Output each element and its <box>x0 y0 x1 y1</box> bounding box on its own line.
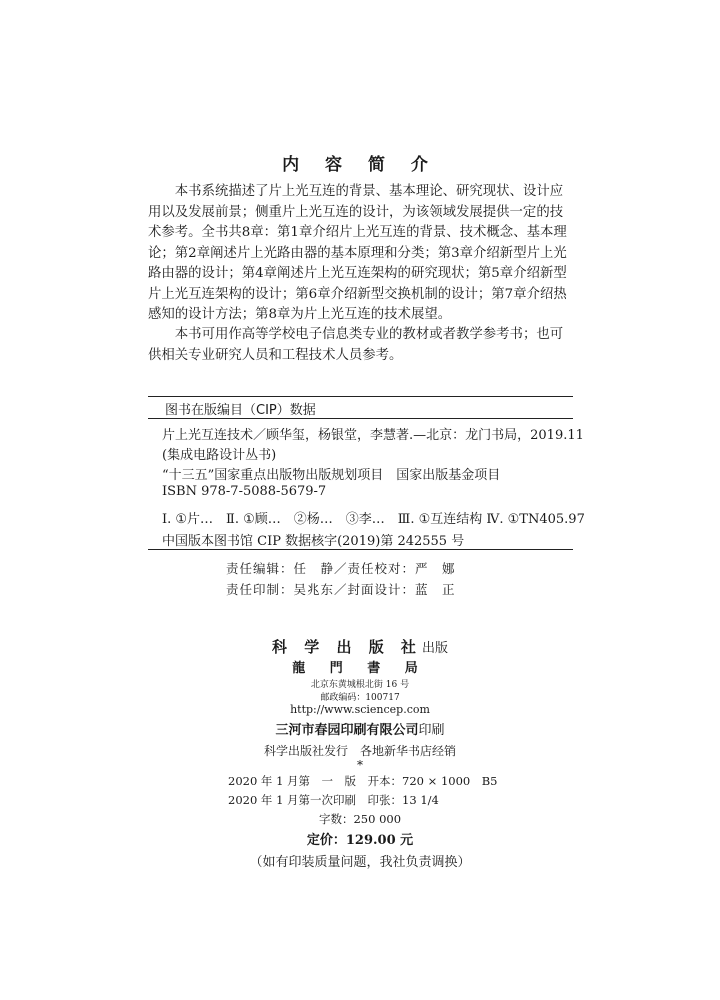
printer-line <box>0 719 720 738</box>
cip-line-4: ISBN 978-7-5088-5679-7 <box>162 484 327 499</box>
cip-heading-rule <box>148 418 573 419</box>
publisher-postcode: 邮政编码：100717 <box>320 693 400 703</box>
quality-note: （如有印装质量问题，我社负责调换） <box>249 855 471 870</box>
publisher-line <box>0 636 720 657</box>
separator-star: * <box>357 758 363 772</box>
cip-heading: 图书在版编目（CIP）数据 <box>165 403 316 418</box>
summary-text-1: 本书系统描述了片上光互连的背景、基本理论、研究现状、设计应用以及发展前景；侧重片上光互连的设计，为该领域发展提供一定的技术参考。全书共8章：第1章介绍片上光互连的背景、技术概念、基本理论；第2章阐述片上光路由器的基本原理和分类；第3章介绍新型片上光路由器的设计；第4章阐述片上光互连架构的研究现状；第5章介绍新型片上光互连架构的设计；第6章介绍新型交换机制的设计；第7章介绍热感知的设计方法；第8章为片上光互连的技术展望。 <box>148 184 567 322</box>
publisher-imprint: 龍 門 書 局 <box>292 661 428 676</box>
summary-text-2: 本书可用作高等学校电子信息类专业的教材或者教学参考书；也可供相关专业研究人员和工程技术人员参考。 <box>148 327 564 363</box>
cip-line-1: 片上光互连技术／顾华玺，杨银堂，李慧著.—北京：龙门书局，2019.11 <box>162 428 584 443</box>
publisher-website: http://www.sciencep.com <box>290 703 430 716</box>
cip-bottom-rule <box>148 549 573 550</box>
staff-line-2: 责任印制：吴兆东／封面设计：蓝 正 <box>226 582 456 597</box>
printer-suffix: 印刷 <box>418 723 445 738</box>
spec-line-2: 2020 年 1 月第一次印刷 印张：13 1/4 <box>228 793 439 807</box>
distribution-line: 科学出版社发行 各地新华书店经销 <box>263 744 456 758</box>
cip-line-5: Ⅰ. ①片… Ⅱ. ①顾… ②杨… ③李… Ⅲ. ①互连结构 Ⅳ. ①TN405.97 <box>162 512 585 527</box>
spec-line-1: 2020 年 1 月第 一 版 开本：720 × 1000 B5 <box>228 774 498 788</box>
summary-paragraph-1 <box>148 182 573 326</box>
printer-name: 三河市春园印刷有限公司 <box>275 723 419 738</box>
publisher-suffix: 出版 <box>421 641 448 656</box>
price-line: 定价：129.00 元 <box>306 833 414 848</box>
cip-line-3: “十三五”国家重点出版物出版规划项目 国家出版基金项目 <box>162 468 501 483</box>
summary-paragraph-2 <box>148 325 573 366</box>
cip-line-6: 中国版本图书馆 CIP 数据核字(2019)第 242555 号 <box>162 534 465 549</box>
cip-top-rule <box>148 396 573 397</box>
staff-line-1: 责任编辑：任 静／责任校对：严 娜 <box>226 561 456 576</box>
publisher-name: 科 学 出 版 社 <box>272 638 422 656</box>
spec-line-3: 字数：250 000 <box>318 812 402 826</box>
cip-line-2: (集成电路设计丛书) <box>162 448 277 463</box>
publisher-address: 北京东黄城根北街 16 号 <box>310 680 410 690</box>
summary-title: 内 容 简 介 <box>282 155 438 175</box>
